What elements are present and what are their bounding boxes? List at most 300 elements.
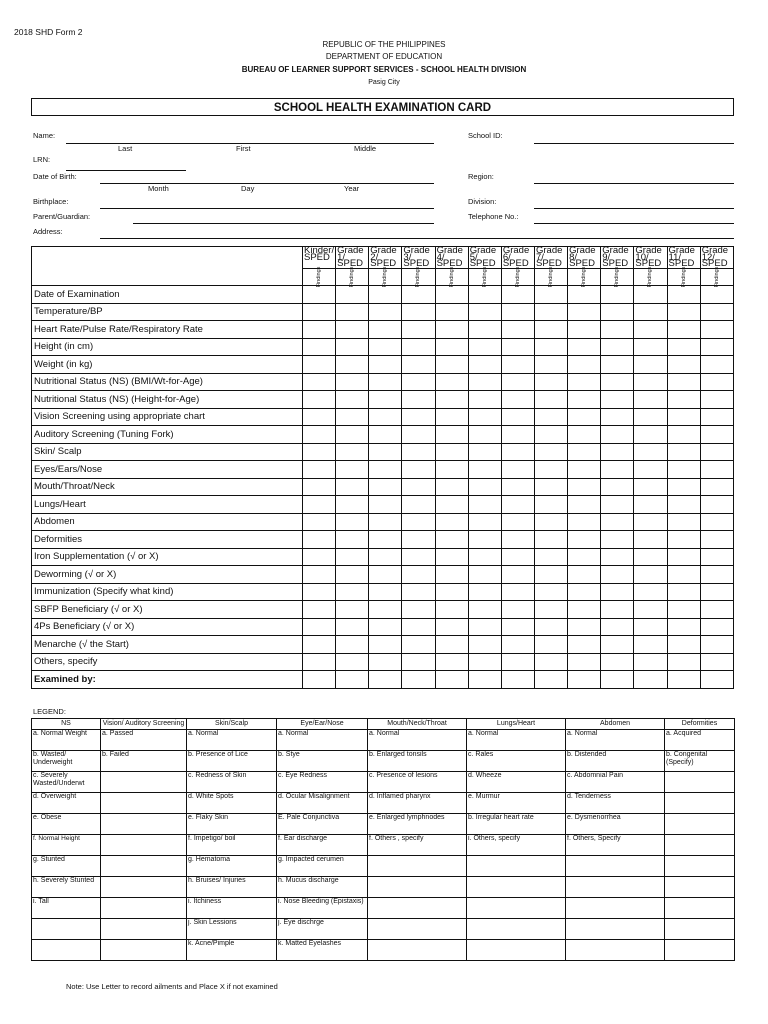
exam-cell[interactable] bbox=[435, 303, 468, 321]
exam-cell[interactable] bbox=[303, 583, 336, 601]
exam-cell[interactable] bbox=[700, 513, 733, 531]
exam-cell[interactable] bbox=[336, 303, 369, 321]
exam-cell[interactable] bbox=[402, 583, 435, 601]
exam-cell[interactable] bbox=[601, 338, 634, 356]
exam-cell[interactable] bbox=[601, 321, 634, 339]
exam-cell[interactable] bbox=[336, 461, 369, 479]
exam-cell[interactable] bbox=[568, 286, 601, 304]
exam-cell[interactable] bbox=[700, 286, 733, 304]
exam-cell[interactable] bbox=[402, 443, 435, 461]
exam-cell[interactable] bbox=[303, 391, 336, 409]
exam-cell[interactable] bbox=[601, 583, 634, 601]
exam-cell[interactable] bbox=[667, 653, 700, 671]
exam-cell[interactable] bbox=[634, 653, 667, 671]
exam-cell[interactable] bbox=[501, 566, 534, 584]
exam-cell[interactable] bbox=[468, 548, 501, 566]
exam-cell[interactable] bbox=[634, 601, 667, 619]
exam-cell[interactable] bbox=[402, 461, 435, 479]
exam-cell[interactable] bbox=[468, 356, 501, 374]
exam-cell[interactable] bbox=[303, 531, 336, 549]
exam-cell[interactable] bbox=[336, 496, 369, 514]
exam-cell[interactable] bbox=[402, 408, 435, 426]
exam-cell[interactable] bbox=[534, 653, 567, 671]
exam-cell[interactable] bbox=[501, 618, 534, 636]
exam-cell[interactable] bbox=[369, 303, 402, 321]
exam-cell[interactable] bbox=[468, 478, 501, 496]
exam-cell[interactable] bbox=[568, 601, 601, 619]
exam-cell[interactable] bbox=[336, 636, 369, 654]
exam-cell[interactable] bbox=[369, 338, 402, 356]
exam-cell[interactable] bbox=[501, 286, 534, 304]
exam-cell[interactable] bbox=[303, 286, 336, 304]
exam-cell[interactable] bbox=[402, 653, 435, 671]
exam-cell[interactable] bbox=[634, 373, 667, 391]
exam-cell[interactable] bbox=[435, 338, 468, 356]
exam-cell[interactable] bbox=[700, 653, 733, 671]
exam-cell[interactable] bbox=[435, 636, 468, 654]
exam-cell[interactable] bbox=[369, 286, 402, 304]
exam-cell[interactable] bbox=[700, 671, 733, 689]
exam-cell[interactable] bbox=[303, 496, 336, 514]
exam-cell[interactable] bbox=[303, 566, 336, 584]
exam-cell[interactable] bbox=[468, 636, 501, 654]
exam-cell[interactable] bbox=[700, 321, 733, 339]
exam-cell[interactable] bbox=[369, 548, 402, 566]
exam-cell[interactable] bbox=[303, 356, 336, 374]
exam-cell[interactable] bbox=[501, 303, 534, 321]
exam-cell[interactable] bbox=[468, 373, 501, 391]
exam-cell[interactable] bbox=[501, 426, 534, 444]
exam-cell[interactable] bbox=[667, 548, 700, 566]
exam-cell[interactable] bbox=[468, 286, 501, 304]
exam-cell[interactable] bbox=[435, 391, 468, 409]
exam-cell[interactable] bbox=[303, 373, 336, 391]
exam-cell[interactable] bbox=[369, 426, 402, 444]
exam-cell[interactable] bbox=[700, 566, 733, 584]
exam-cell[interactable] bbox=[601, 426, 634, 444]
exam-cell[interactable] bbox=[501, 373, 534, 391]
exam-cell[interactable] bbox=[601, 478, 634, 496]
exam-cell[interactable] bbox=[369, 566, 402, 584]
exam-cell[interactable] bbox=[468, 408, 501, 426]
exam-cell[interactable] bbox=[468, 601, 501, 619]
exam-cell[interactable] bbox=[634, 461, 667, 479]
exam-cell[interactable] bbox=[435, 496, 468, 514]
exam-cell[interactable] bbox=[634, 566, 667, 584]
exam-cell[interactable] bbox=[468, 426, 501, 444]
exam-cell[interactable] bbox=[700, 303, 733, 321]
exam-cell[interactable] bbox=[534, 671, 567, 689]
exam-cell[interactable] bbox=[700, 338, 733, 356]
exam-cell[interactable] bbox=[303, 478, 336, 496]
exam-cell[interactable] bbox=[435, 408, 468, 426]
exam-cell[interactable] bbox=[336, 426, 369, 444]
exam-cell[interactable] bbox=[667, 356, 700, 374]
telephone-field[interactable] bbox=[534, 223, 734, 224]
exam-cell[interactable] bbox=[369, 391, 402, 409]
exam-cell[interactable] bbox=[501, 408, 534, 426]
exam-cell[interactable] bbox=[534, 408, 567, 426]
exam-cell[interactable] bbox=[435, 531, 468, 549]
exam-cell[interactable] bbox=[568, 478, 601, 496]
exam-cell[interactable] bbox=[601, 461, 634, 479]
exam-cell[interactable] bbox=[700, 373, 733, 391]
exam-cell[interactable] bbox=[568, 426, 601, 444]
exam-cell[interactable] bbox=[601, 548, 634, 566]
exam-cell[interactable] bbox=[501, 496, 534, 514]
exam-cell[interactable] bbox=[402, 373, 435, 391]
exam-cell[interactable] bbox=[568, 636, 601, 654]
parent-field[interactable] bbox=[133, 223, 434, 224]
exam-cell[interactable] bbox=[369, 618, 402, 636]
exam-cell[interactable] bbox=[402, 356, 435, 374]
exam-cell[interactable] bbox=[634, 338, 667, 356]
exam-cell[interactable] bbox=[468, 566, 501, 584]
exam-cell[interactable] bbox=[568, 618, 601, 636]
exam-cell[interactable] bbox=[700, 583, 733, 601]
exam-cell[interactable] bbox=[568, 653, 601, 671]
exam-cell[interactable] bbox=[435, 286, 468, 304]
exam-cell[interactable] bbox=[501, 443, 534, 461]
exam-cell[interactable] bbox=[303, 548, 336, 566]
exam-cell[interactable] bbox=[534, 496, 567, 514]
exam-cell[interactable] bbox=[501, 513, 534, 531]
exam-cell[interactable] bbox=[667, 338, 700, 356]
exam-cell[interactable] bbox=[534, 548, 567, 566]
exam-cell[interactable] bbox=[303, 618, 336, 636]
exam-cell[interactable] bbox=[402, 671, 435, 689]
exam-cell[interactable] bbox=[402, 618, 435, 636]
exam-cell[interactable] bbox=[468, 321, 501, 339]
exam-cell[interactable] bbox=[700, 548, 733, 566]
exam-cell[interactable] bbox=[369, 461, 402, 479]
exam-cell[interactable] bbox=[303, 338, 336, 356]
exam-cell[interactable] bbox=[435, 478, 468, 496]
exam-cell[interactable] bbox=[667, 321, 700, 339]
exam-cell[interactable] bbox=[402, 566, 435, 584]
exam-cell[interactable] bbox=[369, 373, 402, 391]
exam-cell[interactable] bbox=[700, 478, 733, 496]
exam-cell[interactable] bbox=[601, 443, 634, 461]
exam-cell[interactable] bbox=[402, 496, 435, 514]
exam-cell[interactable] bbox=[634, 618, 667, 636]
exam-cell[interactable] bbox=[700, 408, 733, 426]
exam-cell[interactable] bbox=[667, 408, 700, 426]
exam-cell[interactable] bbox=[634, 391, 667, 409]
exam-cell[interactable] bbox=[435, 618, 468, 636]
exam-cell[interactable] bbox=[501, 601, 534, 619]
exam-cell[interactable] bbox=[468, 443, 501, 461]
exam-cell[interactable] bbox=[435, 653, 468, 671]
exam-cell[interactable] bbox=[534, 391, 567, 409]
exam-cell[interactable] bbox=[501, 356, 534, 374]
exam-cell[interactable] bbox=[534, 513, 567, 531]
exam-cell[interactable] bbox=[534, 566, 567, 584]
exam-cell[interactable] bbox=[634, 583, 667, 601]
exam-cell[interactable] bbox=[634, 303, 667, 321]
exam-cell[interactable] bbox=[568, 583, 601, 601]
exam-cell[interactable] bbox=[369, 601, 402, 619]
exam-cell[interactable] bbox=[336, 478, 369, 496]
exam-cell[interactable] bbox=[369, 443, 402, 461]
exam-cell[interactable] bbox=[667, 443, 700, 461]
exam-cell[interactable] bbox=[468, 583, 501, 601]
exam-cell[interactable] bbox=[534, 426, 567, 444]
exam-cell[interactable] bbox=[501, 461, 534, 479]
exam-cell[interactable] bbox=[534, 478, 567, 496]
region-field[interactable] bbox=[534, 183, 734, 184]
exam-cell[interactable] bbox=[402, 636, 435, 654]
exam-cell[interactable] bbox=[336, 618, 369, 636]
school-id-field[interactable] bbox=[534, 143, 734, 144]
address-field[interactable] bbox=[100, 238, 734, 239]
exam-cell[interactable] bbox=[568, 566, 601, 584]
exam-cell[interactable] bbox=[601, 496, 634, 514]
exam-cell[interactable] bbox=[634, 496, 667, 514]
exam-cell[interactable] bbox=[402, 286, 435, 304]
exam-cell[interactable] bbox=[303, 636, 336, 654]
exam-cell[interactable] bbox=[568, 548, 601, 566]
exam-cell[interactable] bbox=[568, 321, 601, 339]
exam-cell[interactable] bbox=[468, 513, 501, 531]
exam-cell[interactable] bbox=[667, 461, 700, 479]
exam-cell[interactable] bbox=[435, 461, 468, 479]
exam-cell[interactable] bbox=[534, 356, 567, 374]
exam-cell[interactable] bbox=[402, 513, 435, 531]
exam-cell[interactable] bbox=[534, 636, 567, 654]
exam-cell[interactable] bbox=[435, 671, 468, 689]
exam-cell[interactable] bbox=[501, 478, 534, 496]
exam-cell[interactable] bbox=[534, 321, 567, 339]
exam-cell[interactable] bbox=[667, 426, 700, 444]
exam-cell[interactable] bbox=[534, 286, 567, 304]
exam-cell[interactable] bbox=[634, 513, 667, 531]
exam-cell[interactable] bbox=[435, 321, 468, 339]
exam-cell[interactable] bbox=[468, 671, 501, 689]
exam-cell[interactable] bbox=[601, 653, 634, 671]
exam-cell[interactable] bbox=[601, 391, 634, 409]
exam-cell[interactable] bbox=[667, 531, 700, 549]
exam-cell[interactable] bbox=[601, 513, 634, 531]
exam-cell[interactable] bbox=[468, 531, 501, 549]
exam-cell[interactable] bbox=[667, 286, 700, 304]
birthplace-field[interactable] bbox=[100, 208, 434, 209]
exam-cell[interactable] bbox=[601, 373, 634, 391]
exam-cell[interactable] bbox=[369, 531, 402, 549]
exam-cell[interactable] bbox=[402, 548, 435, 566]
exam-cell[interactable] bbox=[336, 548, 369, 566]
exam-cell[interactable] bbox=[700, 601, 733, 619]
exam-cell[interactable] bbox=[634, 636, 667, 654]
exam-cell[interactable] bbox=[336, 391, 369, 409]
exam-cell[interactable] bbox=[369, 583, 402, 601]
exam-cell[interactable] bbox=[303, 443, 336, 461]
exam-cell[interactable] bbox=[667, 566, 700, 584]
exam-cell[interactable] bbox=[700, 636, 733, 654]
exam-cell[interactable] bbox=[468, 338, 501, 356]
exam-cell[interactable] bbox=[568, 338, 601, 356]
exam-cell[interactable] bbox=[369, 653, 402, 671]
exam-cell[interactable] bbox=[568, 513, 601, 531]
exam-cell[interactable] bbox=[601, 531, 634, 549]
exam-cell[interactable] bbox=[700, 496, 733, 514]
exam-cell[interactable] bbox=[336, 408, 369, 426]
exam-cell[interactable] bbox=[667, 303, 700, 321]
exam-cell[interactable] bbox=[667, 513, 700, 531]
exam-cell[interactable] bbox=[534, 583, 567, 601]
exam-cell[interactable] bbox=[534, 618, 567, 636]
exam-cell[interactable] bbox=[336, 531, 369, 549]
exam-cell[interactable] bbox=[667, 671, 700, 689]
exam-cell[interactable] bbox=[435, 443, 468, 461]
exam-cell[interactable] bbox=[634, 321, 667, 339]
exam-cell[interactable] bbox=[601, 636, 634, 654]
exam-cell[interactable] bbox=[468, 461, 501, 479]
exam-cell[interactable] bbox=[468, 618, 501, 636]
exam-cell[interactable] bbox=[402, 391, 435, 409]
exam-cell[interactable] bbox=[534, 531, 567, 549]
exam-cell[interactable] bbox=[336, 653, 369, 671]
exam-cell[interactable] bbox=[303, 461, 336, 479]
exam-cell[interactable] bbox=[568, 496, 601, 514]
exam-cell[interactable] bbox=[336, 321, 369, 339]
exam-cell[interactable] bbox=[601, 671, 634, 689]
exam-cell[interactable] bbox=[700, 531, 733, 549]
exam-cell[interactable] bbox=[336, 601, 369, 619]
exam-cell[interactable] bbox=[468, 653, 501, 671]
exam-cell[interactable] bbox=[501, 531, 534, 549]
exam-cell[interactable] bbox=[601, 303, 634, 321]
exam-cell[interactable] bbox=[303, 303, 336, 321]
exam-cell[interactable] bbox=[634, 671, 667, 689]
exam-cell[interactable] bbox=[667, 583, 700, 601]
exam-cell[interactable] bbox=[336, 671, 369, 689]
exam-cell[interactable] bbox=[601, 408, 634, 426]
exam-cell[interactable] bbox=[336, 513, 369, 531]
exam-cell[interactable] bbox=[303, 653, 336, 671]
exam-cell[interactable] bbox=[568, 391, 601, 409]
exam-cell[interactable] bbox=[568, 356, 601, 374]
exam-cell[interactable] bbox=[534, 373, 567, 391]
exam-cell[interactable] bbox=[634, 408, 667, 426]
exam-cell[interactable] bbox=[634, 548, 667, 566]
exam-cell[interactable] bbox=[501, 583, 534, 601]
exam-cell[interactable] bbox=[336, 338, 369, 356]
exam-cell[interactable] bbox=[634, 531, 667, 549]
exam-cell[interactable] bbox=[568, 303, 601, 321]
exam-cell[interactable] bbox=[402, 338, 435, 356]
exam-cell[interactable] bbox=[534, 303, 567, 321]
exam-cell[interactable] bbox=[435, 601, 468, 619]
exam-cell[interactable] bbox=[468, 391, 501, 409]
exam-cell[interactable] bbox=[303, 513, 336, 531]
exam-cell[interactable] bbox=[534, 443, 567, 461]
exam-cell[interactable] bbox=[435, 583, 468, 601]
exam-cell[interactable] bbox=[568, 461, 601, 479]
exam-cell[interactable] bbox=[501, 321, 534, 339]
exam-cell[interactable] bbox=[435, 513, 468, 531]
exam-cell[interactable] bbox=[501, 636, 534, 654]
exam-cell[interactable] bbox=[402, 303, 435, 321]
exam-cell[interactable] bbox=[435, 566, 468, 584]
exam-cell[interactable] bbox=[601, 566, 634, 584]
exam-cell[interactable] bbox=[667, 636, 700, 654]
exam-cell[interactable] bbox=[568, 373, 601, 391]
exam-cell[interactable] bbox=[303, 426, 336, 444]
exam-cell[interactable] bbox=[303, 601, 336, 619]
exam-cell[interactable] bbox=[435, 548, 468, 566]
exam-cell[interactable] bbox=[369, 636, 402, 654]
exam-cell[interactable] bbox=[303, 408, 336, 426]
exam-cell[interactable] bbox=[601, 618, 634, 636]
exam-cell[interactable] bbox=[501, 671, 534, 689]
exam-cell[interactable] bbox=[667, 601, 700, 619]
exam-cell[interactable] bbox=[634, 356, 667, 374]
exam-cell[interactable] bbox=[534, 338, 567, 356]
exam-cell[interactable] bbox=[402, 478, 435, 496]
exam-cell[interactable] bbox=[667, 618, 700, 636]
exam-cell[interactable] bbox=[303, 671, 336, 689]
exam-cell[interactable] bbox=[468, 496, 501, 514]
exam-cell[interactable] bbox=[667, 391, 700, 409]
exam-cell[interactable] bbox=[667, 478, 700, 496]
exam-cell[interactable] bbox=[402, 531, 435, 549]
exam-cell[interactable] bbox=[336, 356, 369, 374]
exam-cell[interactable] bbox=[667, 496, 700, 514]
exam-cell[interactable] bbox=[634, 286, 667, 304]
exam-cell[interactable] bbox=[402, 601, 435, 619]
exam-cell[interactable] bbox=[402, 426, 435, 444]
exam-cell[interactable] bbox=[667, 373, 700, 391]
exam-cell[interactable] bbox=[369, 356, 402, 374]
exam-cell[interactable] bbox=[700, 391, 733, 409]
exam-cell[interactable] bbox=[568, 671, 601, 689]
exam-cell[interactable] bbox=[369, 478, 402, 496]
exam-cell[interactable] bbox=[336, 286, 369, 304]
exam-cell[interactable] bbox=[700, 461, 733, 479]
exam-cell[interactable] bbox=[634, 426, 667, 444]
exam-cell[interactable] bbox=[700, 426, 733, 444]
exam-cell[interactable] bbox=[369, 671, 402, 689]
exam-cell[interactable] bbox=[568, 408, 601, 426]
exam-cell[interactable] bbox=[435, 356, 468, 374]
exam-cell[interactable] bbox=[601, 356, 634, 374]
exam-cell[interactable] bbox=[369, 513, 402, 531]
exam-cell[interactable] bbox=[336, 443, 369, 461]
exam-cell[interactable] bbox=[303, 321, 336, 339]
exam-cell[interactable] bbox=[634, 478, 667, 496]
division-field[interactable] bbox=[534, 208, 734, 209]
lrn-field[interactable] bbox=[66, 170, 186, 171]
exam-cell[interactable] bbox=[501, 338, 534, 356]
exam-cell[interactable] bbox=[700, 356, 733, 374]
exam-cell[interactable] bbox=[336, 373, 369, 391]
exam-cell[interactable] bbox=[435, 426, 468, 444]
exam-cell[interactable] bbox=[501, 391, 534, 409]
exam-cell[interactable] bbox=[336, 566, 369, 584]
exam-cell[interactable] bbox=[402, 321, 435, 339]
exam-cell[interactable] bbox=[369, 496, 402, 514]
exam-cell[interactable] bbox=[700, 443, 733, 461]
exam-cell[interactable] bbox=[534, 601, 567, 619]
exam-cell[interactable] bbox=[435, 373, 468, 391]
exam-cell[interactable] bbox=[634, 443, 667, 461]
exam-cell[interactable] bbox=[601, 286, 634, 304]
exam-cell[interactable] bbox=[700, 618, 733, 636]
exam-cell[interactable] bbox=[369, 408, 402, 426]
exam-cell[interactable] bbox=[568, 531, 601, 549]
exam-cell[interactable] bbox=[501, 548, 534, 566]
